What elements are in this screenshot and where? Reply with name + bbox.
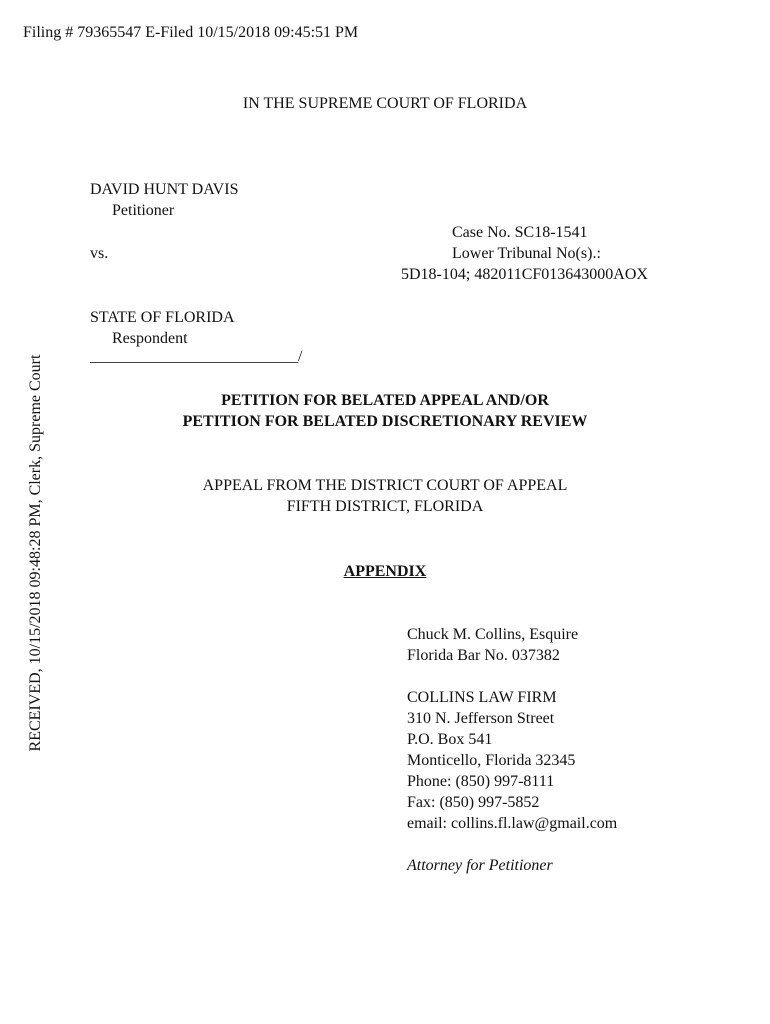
petitioner-role: Petitioner: [112, 202, 175, 219]
petitioner-name: DAVID HUNT DAVIS: [90, 181, 239, 198]
received-stamp: RECEIVED, 10/15/2018 09:48:28 PM, Clerk, Supreme Court: [27, 354, 44, 752]
appeal-from-line-1: APPEAL FROM THE DISTRICT COURT OF APPEAL: [202, 477, 568, 494]
firm-phone: Phone: (850) 997-8111: [407, 773, 555, 790]
spacer: [407, 834, 617, 855]
firm-fax: Fax: (850) 997-5852: [407, 794, 540, 811]
attorney-role: Attorney for Petitioner: [407, 857, 553, 874]
court-title: IN THE SUPREME COURT OF FLORIDA: [242, 95, 528, 112]
spacer: [407, 666, 617, 687]
firm-city-state: Monticello, Florida 32345: [407, 752, 576, 769]
attorney-name: Chuck M. Collins, Esquire: [407, 626, 579, 643]
attorney-signature-block: [407, 624, 617, 876]
lower-tribunal-numbers: 5D18-104; 482011CF013643000AOX: [401, 266, 648, 283]
respondent-name: STATE OF FLORIDA: [90, 309, 235, 326]
versus-label: vs.: [90, 245, 109, 262]
caption-signature-line: __________________________/: [90, 348, 303, 365]
respondent-role: Respondent: [112, 330, 188, 347]
case-number: Case No. SC18-1541: [452, 224, 588, 241]
firm-po-box: P.O. Box 541: [407, 731, 493, 748]
lower-tribunal-label: Lower Tribunal No(s).:: [452, 245, 601, 262]
firm-street: 310 N. Jefferson Street: [407, 710, 555, 727]
petition-title-line-1: PETITION FOR BELATED APPEAL AND/OR: [221, 392, 549, 409]
petition-title-line-2: PETITION FOR BELATED DISCRETIONARY REVIEW: [182, 413, 588, 430]
attorney-email: email: collins.fl.law@gmail.com: [407, 815, 618, 832]
appeal-from-line-2: FIFTH DISTRICT, FLORIDA: [286, 498, 484, 515]
appendix-heading: APPENDIX: [343, 563, 427, 580]
filing-header: Filing # 79365547 E-Filed 10/15/2018 09:45:51 PM: [23, 24, 359, 41]
law-firm-name: COLLINS LAW FIRM: [407, 689, 557, 706]
attorney-bar-number: Florida Bar No. 037382: [407, 647, 560, 664]
